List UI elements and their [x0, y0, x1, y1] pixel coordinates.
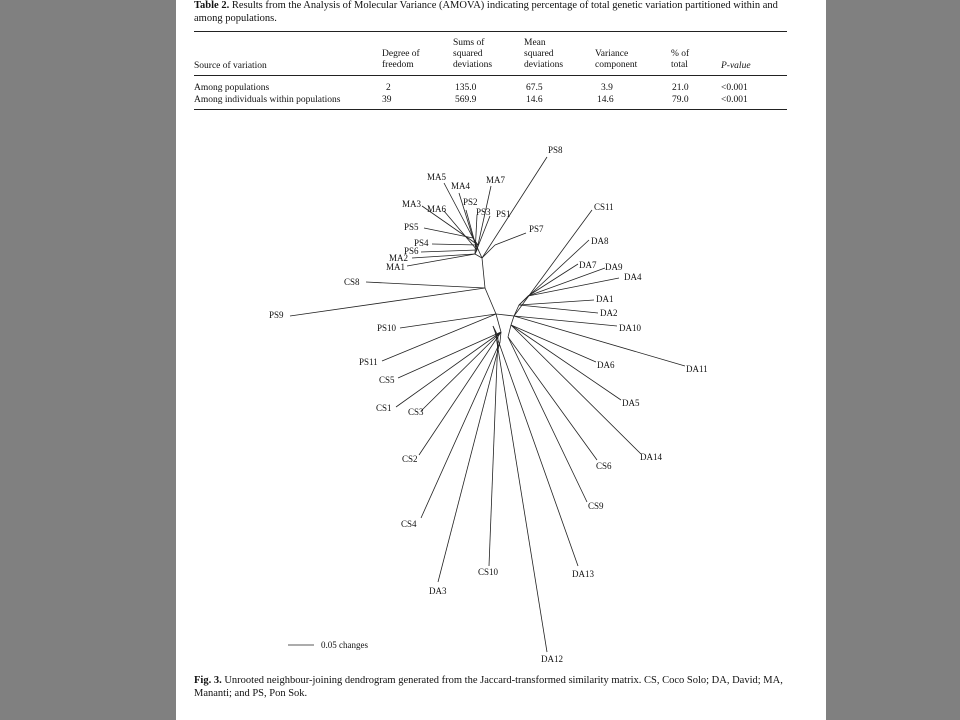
- branch-cs3: [421, 332, 501, 411]
- taxon-label-da12: DA12: [541, 654, 563, 664]
- branch-ps8: [482, 157, 547, 258]
- taxon-label-da1: DA1: [596, 294, 614, 304]
- taxon-label-da14: DA14: [640, 452, 662, 462]
- taxon-label-da9: DA9: [605, 262, 623, 272]
- taxon-label-ma5: MA5: [427, 172, 447, 182]
- branch-ps4: [432, 244, 478, 245]
- branch-cs4: [421, 342, 500, 518]
- taxon-label-ma2: MA2: [389, 253, 409, 263]
- taxon-label-ps9: PS9: [269, 310, 284, 320]
- internal-branch: [482, 245, 495, 258]
- taxon-label-cs11: CS11: [594, 202, 614, 212]
- internal-branch: [485, 288, 496, 314]
- figure-caption-label: Fig. 3.: [194, 675, 222, 686]
- taxon-label-ps7: PS7: [529, 224, 544, 234]
- taxon-label-cs5: CS5: [379, 375, 395, 385]
- branch-cs6: [508, 337, 597, 460]
- figure-caption: [194, 674, 804, 700]
- branch-cs1: [396, 332, 501, 407]
- taxon-label-ma4: MA4: [451, 181, 471, 191]
- taxon-label-ps11: PS11: [359, 357, 378, 367]
- row-source: Among individuals within populations: [194, 95, 341, 105]
- taxon-label-da13: DA13: [572, 569, 594, 579]
- taxon-label-da2: DA2: [600, 308, 618, 318]
- taxon-label-ps3: PS3: [476, 207, 491, 217]
- taxon-label-ps4: PS4: [414, 238, 429, 248]
- branch-da11: [514, 316, 685, 366]
- branch-da2: [519, 305, 598, 313]
- header-ms: Mean squared deviations: [524, 38, 564, 70]
- taxon-label-da4: DA4: [624, 272, 642, 282]
- branch-da12: [495, 330, 547, 652]
- header-vc: Variance component: [595, 49, 638, 70]
- header-ss: Sums of squared deviations: [453, 38, 493, 70]
- row-df: 39: [382, 95, 392, 105]
- taxon-label-da3: DA3: [429, 586, 447, 596]
- taxon-label-ma1: MA1: [386, 262, 406, 272]
- row-vc: 3.9: [601, 83, 613, 93]
- taxon-label-da6: DA6: [597, 360, 615, 370]
- taxon-label-ps2: PS2: [463, 197, 478, 207]
- header-source: Source of variation: [194, 61, 267, 71]
- header-pct: % of total: [671, 49, 690, 70]
- row-ms: 67.5: [526, 83, 543, 93]
- row-df: 2: [386, 83, 391, 93]
- header-pvalue: P-value: [721, 61, 751, 71]
- branch-ps10: [400, 314, 496, 328]
- row-pct: 21.0: [672, 83, 689, 93]
- row-ms: 14.6: [526, 95, 543, 105]
- internal-branch: [482, 258, 485, 288]
- row-vc: 14.6: [597, 95, 614, 105]
- branch-ma5: [444, 183, 473, 238]
- branch-ps6: [421, 250, 477, 252]
- row-ss: 569.9: [455, 95, 477, 105]
- taxon-label-da11: DA11: [686, 364, 708, 374]
- branch-ps1: [475, 216, 490, 254]
- taxon-label-cs10: CS10: [478, 567, 499, 577]
- taxon-label-ps5: PS5: [404, 222, 419, 232]
- taxon-label-ps6: PS6: [404, 246, 419, 256]
- taxon-label-ps1: PS1: [496, 209, 511, 219]
- taxon-label-ps8: PS8: [548, 145, 563, 155]
- internal-branch: [508, 325, 511, 337]
- row-pct: 79.0: [672, 95, 689, 105]
- branch-da9: [528, 268, 605, 296]
- taxon-label-da8: DA8: [591, 236, 609, 246]
- taxon-label-da7: DA7: [579, 260, 597, 270]
- branch-cs10: [489, 336, 498, 566]
- internal-branch: [496, 314, 514, 316]
- taxon-label-cs1: CS1: [376, 403, 392, 413]
- taxon-label-cs3: CS3: [408, 407, 424, 417]
- branch-cs8: [366, 282, 485, 288]
- scale-bar-label: 0.05 changes: [321, 640, 368, 650]
- figure-caption-text: Unrooted neighbour-joining dendrogram generated from the Jaccard-transformed similarity matrix. CS, Coco Solo; DA, David; MA, Mananti; and PS, Pon Sok.: [194, 675, 783, 699]
- taxon-label-cs9: CS9: [588, 501, 604, 511]
- row-pvalue: <0.001: [721, 83, 748, 93]
- header-df: Degree of freedom: [382, 49, 420, 70]
- dendrogram-labels: [269, 145, 708, 664]
- internal-branch: [496, 314, 501, 332]
- taxon-label-cs8: CS8: [344, 277, 360, 287]
- taxon-label-cs6: CS6: [596, 461, 612, 471]
- row-pvalue: <0.001: [721, 95, 748, 105]
- paper-page: [176, 0, 826, 720]
- branch-da6: [511, 325, 596, 362]
- branch-ps5: [424, 228, 473, 238]
- branch-da1: [519, 300, 594, 305]
- taxon-label-ma7: MA7: [486, 175, 506, 185]
- dendrogram: [176, 0, 826, 720]
- taxon-label-ps10: PS10: [377, 323, 397, 333]
- branch-ps9: [290, 288, 485, 316]
- table-number: Table 2.: [194, 0, 230, 11]
- branch-da3: [438, 342, 500, 582]
- taxon-label-ma6: MA6: [427, 204, 447, 214]
- taxon-label-cs4: CS4: [401, 519, 417, 529]
- taxon-label-da5: DA5: [622, 398, 640, 408]
- taxon-label-ma3: MA3: [402, 199, 422, 209]
- internal-branch: [511, 316, 514, 325]
- row-ss: 135.0: [455, 83, 477, 93]
- taxon-label-cs2: CS2: [402, 454, 418, 464]
- taxon-label-da10: DA10: [619, 323, 641, 333]
- branch-da14: [511, 325, 641, 454]
- table-title: Results from the Analysis of Molecular Variance (AMOVA) indicating percentage of total genetic variation partitioned within and among populations.: [194, 0, 778, 24]
- row-source: Among populations: [194, 83, 270, 93]
- branch-ps7: [495, 233, 526, 245]
